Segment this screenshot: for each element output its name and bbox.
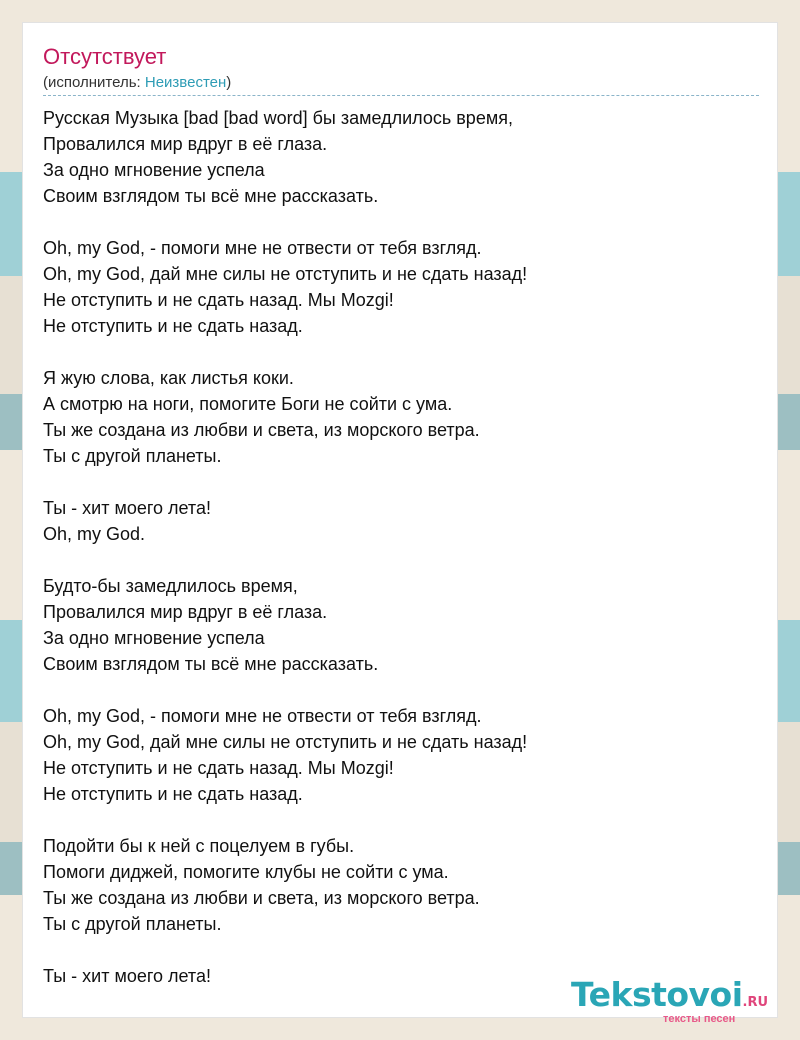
- stanza-gap: [43, 807, 759, 833]
- lyric-line: Не отступить и не сдать назад.: [43, 784, 303, 804]
- lyric-line: За одно мгновение успела: [43, 628, 265, 648]
- artist-link[interactable]: Неизвестен: [144, 74, 227, 91]
- stanza-gap: [43, 937, 759, 963]
- lyric-line: Ты с другой планеты.: [43, 446, 222, 466]
- lyric-line: Русская Музыка [bad [bad word] бы замедлилось время,: [43, 108, 513, 128]
- logo-name: Tekstovoi: [571, 975, 743, 1014]
- lyric-line: Ты же создана из любви и света, из морского ветра.: [43, 888, 480, 908]
- logo-tld: .RU: [742, 995, 769, 1010]
- lyric-line: Будто-бы замедлилось время,: [43, 576, 298, 596]
- lyric-line: А смотрю на ноги, помогите Боги не сойти с ума.: [43, 394, 453, 414]
- lyric-line: Провалился мир вдруг в её глаза.: [43, 602, 328, 622]
- lyric-line: Подойти бы к ней с поцелуем в губы.: [43, 836, 355, 856]
- lyric-line: Своим взглядом ты всё мне рассказать.: [43, 654, 379, 674]
- lyric-line: За одно мгновение успела: [43, 160, 265, 180]
- logo-tagline: тексты песен: [663, 1013, 736, 1025]
- artist-suffix: ): [226, 74, 232, 91]
- artist-prefix: (исполнитель:: [43, 74, 145, 91]
- stanza-gap: [43, 469, 759, 495]
- lyric-line: Помоги диджей, помогите клубы не сойти с ума.: [43, 862, 449, 882]
- site-logo[interactable]: [571, 975, 781, 1025]
- lyric-line: Своим взглядом ты всё мне рассказать.: [43, 186, 379, 206]
- lyric-line: Oh, my God.: [43, 524, 146, 544]
- stanza-gap: [43, 209, 759, 235]
- lyric-line: Oh, my God, дай мне силы не отступить и не сдать назад!: [43, 732, 528, 752]
- lyric-line: Не отступить и не сдать назад.: [43, 316, 303, 336]
- lyric-line: Не отступить и не сдать назад. Мы Mozgi!: [43, 290, 394, 310]
- lyric-line: Я жую слова, как листья коки.: [43, 368, 294, 388]
- artist-line: [43, 73, 759, 96]
- lyric-line: Ты - хит моего лета!: [43, 966, 211, 986]
- lyric-line: Ты - хит моего лета!: [43, 498, 211, 518]
- lyrics-text: [43, 105, 759, 989]
- song-title: Отсутствует: [43, 44, 167, 69]
- lyric-line: Не отступить и не сдать назад. Мы Mozgi!: [43, 758, 394, 778]
- stanza-gap: [43, 677, 759, 703]
- lyric-line: Ты с другой планеты.: [43, 914, 222, 934]
- lyric-line: Oh, my God, - помоги мне не отвести от тебя взгляд.: [43, 238, 482, 258]
- lyric-line: Oh, my God, - помоги мне не отвести от тебя взгляд.: [43, 706, 482, 726]
- lyrics-card: [22, 22, 778, 1025]
- stanza-gap: [43, 547, 759, 573]
- lyric-line: Oh, my God, дай мне силы не отступить и не сдать назад!: [43, 264, 528, 284]
- lyric-line: Ты же создана из любви и света, из морского ветра.: [43, 420, 480, 440]
- lyric-line: Провалился мир вдруг в её глаза.: [43, 134, 328, 154]
- stanza-gap: [43, 339, 759, 365]
